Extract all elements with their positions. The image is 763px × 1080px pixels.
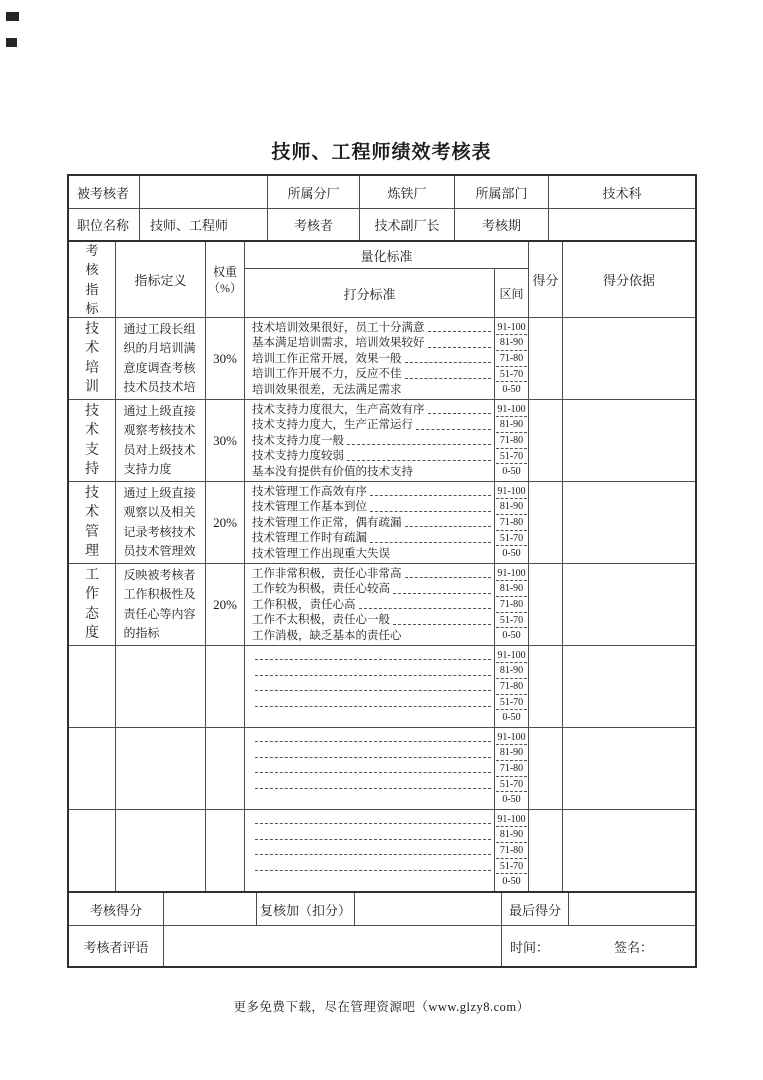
standard-line [252, 694, 492, 709]
indicator-cell [69, 482, 116, 563]
dashed-leader [416, 429, 491, 430]
standard-text: 技术支持力度很大，生产高效有序 [252, 403, 425, 416]
score-cell [529, 646, 563, 727]
dashed-leader [255, 659, 491, 660]
weight-cell: 20% [206, 564, 245, 645]
dashed-leader [347, 444, 491, 445]
standard-line [252, 628, 492, 643]
indicator-cell [69, 646, 116, 727]
score-basis-cell [563, 482, 695, 563]
range-cell [495, 564, 529, 645]
signature-label: 签名： [613, 939, 653, 955]
position-value: 技师、工程师 [140, 209, 268, 240]
comment-row [69, 926, 695, 966]
dashed-leader [347, 460, 491, 461]
header-scoring-standard: 打分标准 [245, 269, 495, 317]
dashed-leader [370, 495, 491, 496]
final-score-value-cell [569, 893, 695, 925]
score-cell [529, 400, 563, 481]
final-score-label: 最后得分 [502, 893, 569, 925]
standard-line [252, 812, 492, 827]
scoring-standards-cell [245, 482, 495, 563]
criteria-row [69, 810, 695, 893]
definition-cell [116, 564, 206, 645]
definition-text: 反映被考核者工作积极性及责任心等内容的指标 [123, 567, 196, 640]
dashed-leader [255, 741, 491, 742]
weight-cell [206, 728, 245, 809]
standard-line [252, 745, 492, 760]
branch-value: 炼铁厂 [360, 176, 455, 208]
score-basis-cell [563, 810, 695, 891]
score-cell [529, 728, 563, 809]
weight-cell: 30% [206, 318, 245, 399]
criteria-row [69, 318, 695, 400]
dashed-leader [370, 542, 491, 543]
standard-line [252, 335, 492, 350]
criteria-row [69, 646, 695, 728]
dashed-leader [255, 839, 491, 840]
scan-artifact-mark-bottom [6, 38, 17, 47]
range-value: 81-90 [496, 745, 527, 761]
time-signature-cell [502, 926, 695, 966]
header-quantitative-standard: 量化标准 [245, 242, 528, 269]
range-value: 51-70 [496, 613, 527, 629]
range-value: 0-50 [502, 712, 521, 724]
range-cell [495, 810, 529, 891]
scoring-standards-cell [245, 318, 495, 399]
range-cell [495, 400, 529, 481]
indicator-label: 技术管理 [85, 485, 99, 559]
definition-text: 通过工段长组织的月培训满意度调查考核技术员技术培 [123, 321, 196, 394]
standard-text: 培训工作正常开展，效果一般 [252, 352, 402, 365]
header-quantitative-sub [245, 269, 528, 317]
standard-text: 技术支持力度一般 [252, 434, 344, 447]
dashed-leader [405, 362, 492, 363]
standard-text: 工作消极，缺乏基本的责任心 [252, 629, 402, 642]
standard-text: 技术管理工作基本到位 [252, 501, 367, 514]
range-value: 81-90 [496, 581, 527, 597]
dashed-leader [405, 577, 492, 578]
standard-line [252, 792, 492, 807]
header-weight-line1: 权重 [212, 264, 237, 279]
scoring-standards-cell [245, 564, 495, 645]
scoring-standards-cell [245, 646, 495, 727]
dashed-leader [428, 413, 492, 414]
header-indicator [69, 242, 116, 317]
score-cell [529, 318, 563, 399]
scoring-standards-cell [245, 400, 495, 481]
range-value: 91-100 [496, 566, 527, 582]
range-value: 71-80 [496, 761, 527, 777]
standard-text: 技术培训效果很好，员工十分满意 [252, 321, 425, 334]
indicator-label: 工作态度 [85, 567, 99, 641]
criteria-row [69, 400, 695, 482]
standard-line [252, 612, 492, 627]
dashed-leader [255, 757, 491, 758]
range-value: 51-70 [496, 859, 527, 875]
standard-line [252, 843, 492, 858]
dashed-leader [393, 593, 491, 594]
standard-line [252, 827, 492, 842]
time-label: 时间： [510, 939, 550, 955]
standard-text: 基本满足培训需求，培训效果较好 [252, 337, 425, 350]
review-adjust-label: 复核加（扣分） [257, 893, 355, 925]
range-value: 0-50 [502, 384, 521, 396]
standard-line [252, 351, 492, 366]
range-value: 81-90 [496, 827, 527, 843]
criteria-rows [69, 318, 695, 893]
range-value: 51-70 [496, 367, 527, 383]
definition-cell [116, 318, 206, 399]
dashed-leader [370, 511, 491, 512]
standard-line [252, 320, 492, 335]
criteria-row [69, 728, 695, 810]
standard-text: 工作不太积极，责任心一般 [252, 614, 390, 627]
range-value: 51-70 [496, 531, 527, 547]
range-value: 81-90 [496, 417, 527, 433]
dashed-leader [255, 706, 491, 707]
standard-text: 工作非常积极，责任心非常高 [252, 567, 402, 580]
standard-line [252, 499, 492, 514]
standard-line [252, 663, 492, 678]
assessor-value: 技术副厂长 [360, 209, 455, 240]
standard-line [252, 530, 492, 545]
standard-text: 技术支持力度大，生产正常运行 [252, 419, 413, 432]
dashed-leader [405, 526, 492, 527]
range-value: 81-90 [496, 499, 527, 515]
appraisal-form-table [67, 174, 697, 968]
department-value: 技术科 [602, 185, 642, 201]
dashed-leader [255, 772, 491, 773]
score-cell [529, 482, 563, 563]
range-cell [495, 728, 529, 809]
standard-text: 技术管理工作高效有序 [252, 485, 367, 498]
dashed-leader [255, 823, 491, 824]
scoring-standards-cell [245, 728, 495, 809]
assess-score-label: 考核得分 [69, 893, 164, 925]
standard-line [252, 366, 492, 381]
definition-cell [116, 646, 206, 727]
score-basis-cell [563, 318, 695, 399]
score-basis-cell [563, 400, 695, 481]
branch-label: 所属分厂 [268, 176, 360, 208]
range-value: 71-80 [496, 351, 527, 367]
indicator-cell [69, 318, 116, 399]
standard-text: 工作积极，责任心高 [252, 598, 356, 611]
definition-cell [116, 400, 206, 481]
standard-text: 基本没有提供有价值的技术支持 [252, 465, 413, 478]
indicator-cell [69, 400, 116, 481]
range-value: 51-70 [496, 777, 527, 793]
standard-text: 技术支持力度较弱 [252, 450, 344, 463]
standard-line [252, 484, 492, 499]
range-value: 0-50 [502, 876, 521, 888]
range-value: 0-50 [502, 548, 521, 560]
range-value: 0-50 [502, 466, 521, 478]
dashed-leader [359, 608, 492, 609]
indicator-label: 技术培训 [85, 321, 99, 395]
range-value: 91-100 [496, 320, 527, 336]
standard-line [252, 710, 492, 725]
header-indicator-label: 考核指标 [85, 242, 99, 316]
main-table-header [69, 242, 695, 318]
assessee-value-cell [140, 176, 268, 208]
standard-line [252, 566, 492, 581]
definition-text: 通过上级直接观察考核技术员对上级技术支持力度 [123, 403, 196, 476]
range-value: 91-100 [496, 812, 527, 828]
range-value: 0-50 [502, 630, 521, 642]
assessor-label: 考核者 [268, 209, 360, 240]
standard-line [252, 858, 492, 873]
weight-cell: 20% [206, 482, 245, 563]
definition-cell [116, 810, 206, 891]
header-score: 得分 [529, 242, 563, 317]
range-value: 51-70 [496, 449, 527, 465]
standard-line [252, 761, 492, 776]
weight-cell [206, 810, 245, 891]
range-value: 71-80 [496, 679, 527, 695]
header-definition: 指标定义 [116, 242, 206, 317]
definition-cell [116, 728, 206, 809]
standard-line [252, 402, 492, 417]
score-basis-cell [563, 564, 695, 645]
standard-line [252, 776, 492, 791]
range-cell [495, 482, 529, 563]
range-value: 91-100 [496, 402, 527, 418]
standard-line [252, 648, 492, 663]
definition-cell [116, 482, 206, 563]
standard-line [252, 679, 492, 694]
dashed-leader [255, 788, 491, 789]
standard-line [252, 448, 492, 463]
review-adjust-value-cell [355, 893, 502, 925]
standard-text: 技术管理工作时有疏漏 [252, 532, 367, 545]
range-value: 91-100 [496, 484, 527, 500]
page-title: 技师、工程师绩效考核表 [271, 142, 492, 163]
standard-line [252, 581, 492, 596]
standard-text: 工作较为积极，责任心较高 [252, 583, 390, 596]
standard-line [252, 730, 492, 745]
dashed-leader [428, 331, 492, 332]
dashed-leader [405, 378, 492, 379]
range-value: 51-70 [496, 695, 527, 711]
standard-line [252, 597, 492, 612]
department-label: 所属部门 [455, 176, 549, 208]
range-value: 0-50 [502, 794, 521, 806]
assessee-label: 被考核者 [69, 176, 140, 208]
header-weight-line2: （%） [208, 280, 242, 295]
range-value: 71-80 [496, 433, 527, 449]
score-cell [529, 564, 563, 645]
header-range: 区间 [499, 286, 524, 301]
header-score-basis: 得分依据 [602, 273, 655, 288]
range-value: 71-80 [496, 597, 527, 613]
weight-cell [206, 646, 245, 727]
dashed-leader [255, 870, 491, 871]
criteria-row [69, 482, 695, 564]
dashed-leader [393, 624, 491, 625]
standard-line [252, 546, 492, 561]
standard-text: 培训工作开展不力，反应不佳 [252, 368, 402, 381]
standard-text: 培训效果很差，无法满足需求 [252, 383, 402, 396]
dashed-leader [255, 690, 491, 691]
standard-text: 技术管理工作出现重大失误 [252, 547, 390, 560]
score-summary-row [69, 893, 695, 926]
standard-line [252, 515, 492, 530]
score-basis-cell [563, 646, 695, 727]
range-value: 91-100 [496, 730, 527, 746]
weight-cell: 30% [206, 400, 245, 481]
score-cell [529, 810, 563, 891]
range-cell [495, 318, 529, 399]
standard-line [252, 874, 492, 889]
indicator-label: 技术支持 [85, 403, 99, 477]
footer-credit: 更多免费下载，尽在管理资源吧（www.glzy8.com） [233, 1000, 530, 1014]
range-value: 71-80 [496, 515, 527, 531]
range-cell [495, 646, 529, 727]
period-value-cell [549, 209, 695, 240]
definition-text: 通过上级直接观察以及相关记录考核技术员技术管理效 [123, 485, 196, 558]
standard-line [252, 464, 492, 479]
position-label: 职位名称 [69, 209, 140, 240]
range-value: 81-90 [496, 663, 527, 679]
scan-artifact-mark-top [6, 12, 19, 21]
info-row-1 [69, 176, 695, 209]
score-basis-cell [563, 728, 695, 809]
header-weight [206, 242, 245, 317]
period-label: 考核期 [455, 209, 549, 240]
scoring-standards-cell [245, 810, 495, 891]
indicator-cell [69, 810, 116, 891]
dashed-leader [255, 854, 491, 855]
info-row-2 [69, 209, 695, 242]
range-value: 81-90 [496, 335, 527, 351]
standard-line [252, 382, 492, 397]
criteria-row [69, 564, 695, 646]
comment-value-cell [164, 926, 502, 966]
indicator-cell [69, 728, 116, 809]
range-value: 91-100 [496, 648, 527, 664]
header-quantitative-group [245, 242, 529, 317]
assess-score-value-cell [164, 893, 257, 925]
standard-line [252, 433, 492, 448]
range-value: 71-80 [496, 843, 527, 859]
dashed-leader [428, 347, 492, 348]
dashed-leader [255, 675, 491, 676]
standard-line [252, 417, 492, 432]
standard-text: 技术管理工作正常，偶有疏漏 [252, 516, 402, 529]
assessor-comment-label: 考核者评语 [69, 926, 164, 966]
indicator-cell [69, 564, 116, 645]
